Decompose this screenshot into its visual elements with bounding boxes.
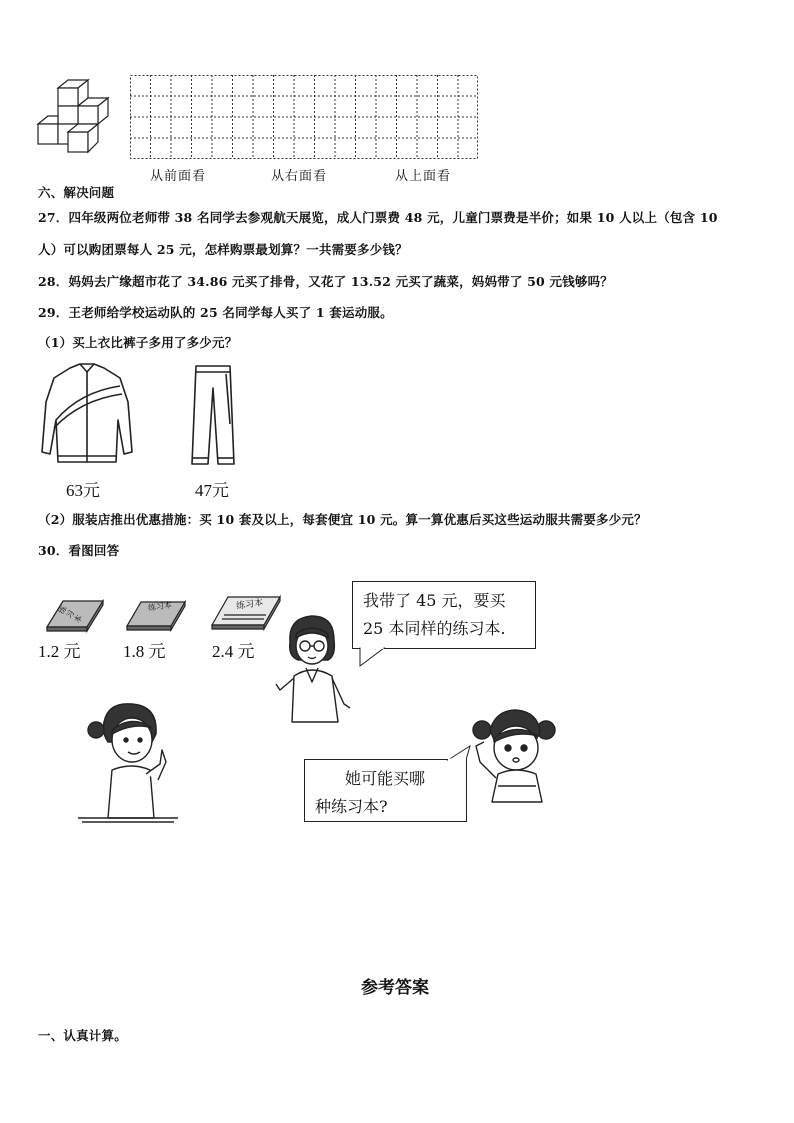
pants-price: 47元 (195, 481, 229, 500)
girl-speech-line2: 种练习本? (315, 797, 388, 816)
question-29-part1: （1）买上衣比裤子多用了多少元？ (38, 335, 238, 350)
girl-bubble-tail (440, 744, 480, 764)
teacher-speech-line2: 25 本同样的练习本. (363, 619, 506, 638)
notebook-2-price: 1.8 元 (123, 642, 166, 661)
teacher-glasses-illustration (272, 612, 354, 726)
jacket-price: 63元 (66, 481, 100, 500)
teacher-bubble-tail (354, 648, 394, 668)
notebook-1-label: 练习本 (56, 604, 85, 625)
section-six-heading: 六、解决问题 (38, 185, 115, 200)
notebook-3-price: 2.4 元 (212, 642, 255, 661)
answers-title: 参考答案 (361, 978, 429, 998)
view-label-front: 从前面看 (150, 169, 207, 184)
answers-section-one: 一、认真计算。 (38, 1028, 127, 1043)
cube-stack-figure (36, 74, 116, 160)
jacket-icon (40, 362, 134, 468)
notebook-3-label: 练习本 (235, 598, 264, 612)
question-27-line1: 27．四年级两位老师带 38 名同学去参观航天展览，成人门票费 48 元，儿童门票费是半价；如果 10 人以上（包含 10 (38, 210, 718, 225)
teacher-speech-line1: 我带了 45 元，要买 (363, 591, 506, 610)
notebook-2-label: 练习本 (147, 600, 173, 613)
question-29: 29．王老师给学校运动队的 25 名同学每人买了 1 套运动服。 (38, 305, 393, 320)
dotted-drawing-grid[interactable] (130, 75, 478, 159)
notebook-1-price: 1.2 元 (38, 642, 81, 661)
girl-pointing-illustration (78, 700, 178, 826)
girl-speech-line1: 她可能买哪 (345, 769, 426, 788)
pants-icon (190, 364, 236, 468)
girl-speech-bubble (304, 759, 467, 822)
view-label-right: 从右面看 (271, 169, 328, 184)
teacher-speech-bubble (352, 581, 536, 649)
question-28: 28．妈妈去广缘超市花了 34.86 元买了排骨，又花了 13.52 元买了蔬菜，妈妈带了 50 元钱够吗？ (38, 274, 613, 289)
question-30: 30．看图回答 (38, 543, 120, 558)
girl-thinking-illustration (466, 706, 560, 808)
view-label-top: 从上面看 (395, 169, 452, 184)
question-29-part2: （2）服装店推出优惠措施：买 10 套及以上，每套便宜 10 元。算一算优惠后买这些运动服共需要多少元？ (38, 512, 647, 527)
question-27-line2: 人）可以购团票每人 25 元，怎样购票最划算？一共需要多少钱？ (38, 242, 408, 257)
